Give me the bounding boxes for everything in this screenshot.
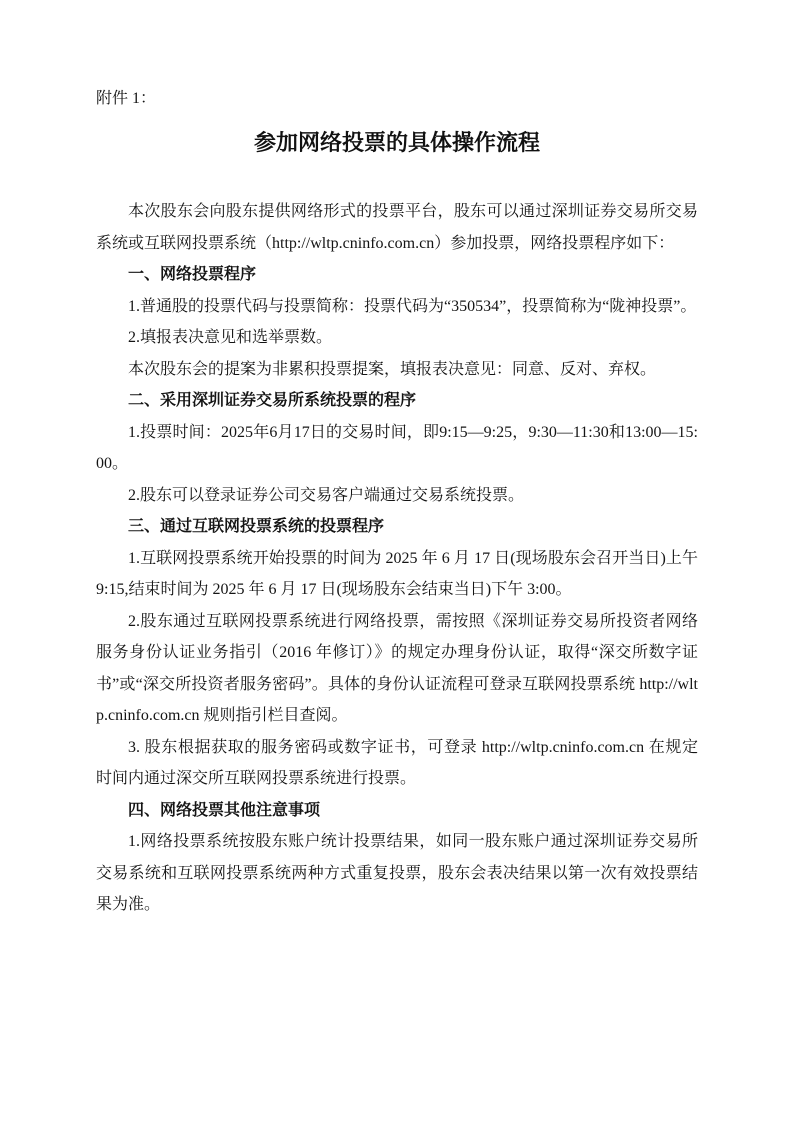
- body-paragraph: 1.网络投票系统按股东账户统计投票结果，如同一股东账户通过深圳证券交易所交易系统和互联网投票系统两种方式重复投票，股东会表决结果以第一次有效投票结果为准。: [96, 833, 698, 913]
- section-heading: 二、采用深圳证券交易所系统投票的程序: [128, 392, 417, 409]
- body-paragraph: 2.填报表决意见和选举票数。: [128, 329, 333, 346]
- body-paragraph: 1.互联网投票系统开始投票的时间为 2025 年 6 月 17 日(现场股东会召开当日)上午 9:15,结束时间为 2025 年 6 月 17 日(现场股东会结束当日)下午 3:00。: [96, 549, 698, 598]
- body-paragraph: 本次股东会向股东提供网络形式的投票平台，股东可以通过深圳证券交易所交易系统或互联网投票系统（http://wltp.cninfo.com.cn）参加投票，网络投票程序如下：: [96, 203, 698, 252]
- document-body: [96, 196, 698, 921]
- body-paragraph: 1.普通股的投票代码与投票简称：投票代码为“350534”，投票简称为“陇神投票”。: [128, 297, 697, 315]
- body-paragraph: 1.投票时间：2025年6月17日的交易时间，即9:15—9:25，9:30—11:30和13:00—15:00。: [96, 423, 698, 472]
- document-title: 参加网络投票的具体操作流程: [253, 130, 540, 155]
- body-paragraph: 2.股东通过互联网投票系统进行网络投票，需按照《深圳证券交易所投资者网络服务身份认证业务指引（2016 年修订）》的规定办理身份认证，取得“深交所数字证书”或“深交所投资者服务密码”。具体的身份认证流程可登录互联网投票系统 http://wltp.cninfo.com.cn 规则指引栏目查阅。: [96, 612, 698, 724]
- section-heading: 三、通过互联网投票系统的投票程序: [128, 518, 385, 535]
- section-heading: 一、网络投票程序: [128, 266, 257, 283]
- body-paragraph: 本次股东会的提案为非累积投票提案，填报表决意见：同意、反对、弃权。: [128, 360, 657, 378]
- attachment-label: 附件 1：: [96, 90, 157, 107]
- body-paragraph: 2.股东可以登录证券公司交易客户端通过交易系统投票。: [128, 486, 525, 504]
- section-heading: 四、网络投票其他注意事项: [128, 801, 321, 819]
- body-paragraph: 3. 股东根据获取的服务密码或数字证书，可登录 http://wltp.cninfo.com.cn 在规定时间内通过深交所互联网投票系统进行投票。: [96, 738, 698, 787]
